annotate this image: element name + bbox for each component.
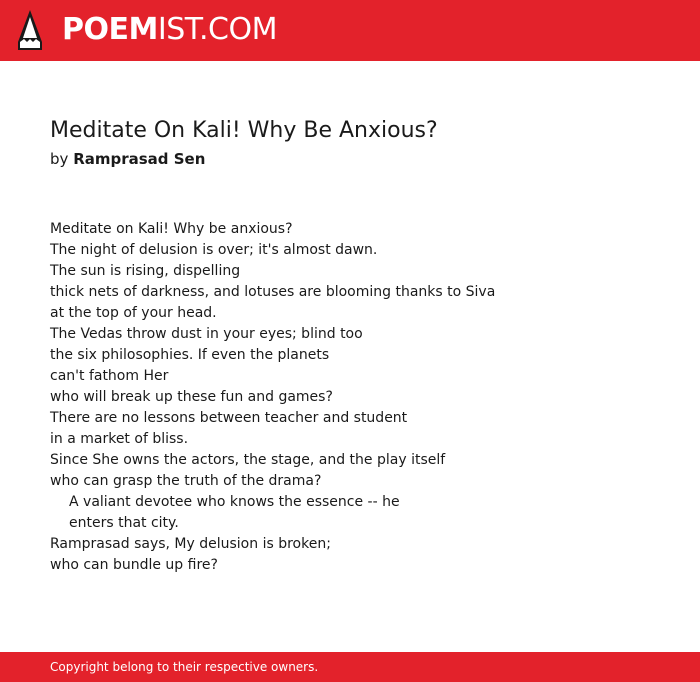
site-footer [0, 652, 700, 682]
poem-line: thick nets of darkness, and lotuses are blooming thanks to Siva [50, 284, 496, 300]
logo-light-text: IST.COM [157, 12, 277, 47]
site-header [0, 0, 700, 61]
poem-byline [50, 149, 205, 169]
poem-line: at the top of your head. [50, 305, 217, 321]
poem-line: The sun is rising, dispelling [50, 263, 241, 279]
poem-line-indented: A valiant devotee who knows the essence -- he [69, 494, 400, 510]
copyright-notice: Copyright belong to their respective owners. [50, 660, 319, 674]
poem-line: There are no lessons between teacher and student [50, 410, 408, 426]
poem-line-indented: enters that city. [69, 515, 179, 531]
pencil-tip-icon[interactable] [16, 8, 44, 52]
poem-line: who will break up these fun and games? [50, 389, 333, 405]
poem-line: the six philosophies. If even the planets [50, 347, 330, 363]
logo-bold-text: POEM [62, 12, 158, 47]
poem-line: who can grasp the truth of the drama? [50, 473, 322, 489]
poem-title: Meditate On Kali! Why Be Anxious? [50, 118, 438, 143]
poem-line: The night of delusion is over; it's almost dawn. [50, 242, 378, 258]
poem-line: can't fathom Her [50, 368, 169, 384]
author-name: Ramprasad Sen [73, 150, 206, 168]
poem-body [50, 219, 670, 576]
site-logo-link[interactable] [62, 12, 277, 48]
byline-prefix: by [50, 150, 69, 168]
poem-line: who can bundle up fire? [50, 557, 218, 573]
poem-line: The Vedas throw dust in your eyes; blind too [50, 326, 363, 342]
poem-line: in a market of bliss. [50, 431, 189, 447]
poem-line: Since She owns the actors, the stage, and the play itself [50, 452, 446, 468]
poem-line: Ramprasad says, My delusion is broken; [50, 536, 331, 552]
poem-line: Meditate on Kali! Why be anxious? [50, 221, 293, 237]
